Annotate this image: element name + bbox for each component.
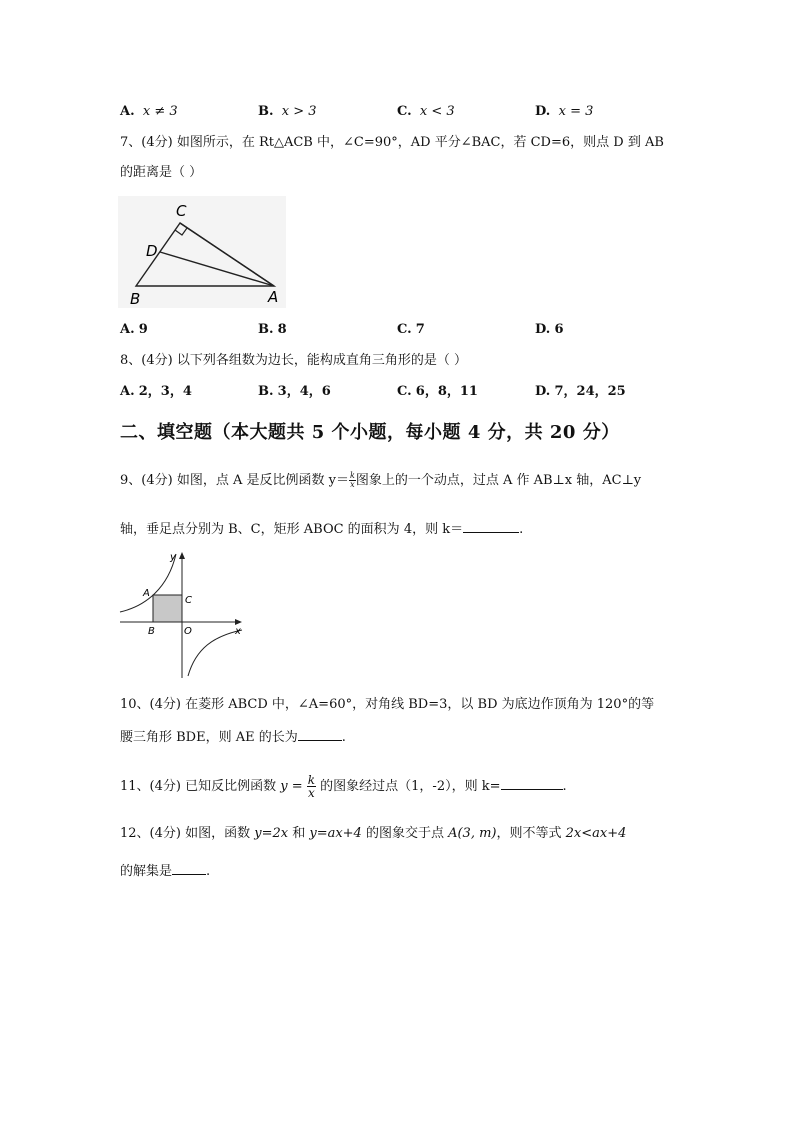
q9-y-axis-arrow bbox=[179, 552, 185, 559]
q6-option-b bbox=[258, 103, 317, 121]
q9-label-c: C bbox=[185, 595, 192, 606]
q6-option-a-label: A. bbox=[120, 104, 135, 119]
q7-label-a: A bbox=[268, 288, 279, 306]
q7-option-a bbox=[120, 321, 148, 339]
q8-question-line1: 8、(4分) 以下列各组数为边长，能构成直角三角形的是（ ） bbox=[120, 353, 467, 368]
q11-text-a: 11、(4分) 已知反比例函数 bbox=[120, 779, 281, 794]
q8-option-a-label: A. bbox=[120, 384, 135, 399]
q8-option-c-value: 6，8，11 bbox=[415, 384, 478, 399]
q10-question-line1: 10、(4分) 在菱形 ABCD 中，∠A=60°，对角线 BD=3，以 BD 为底边作顶角为 120°的等 bbox=[120, 697, 655, 712]
q11-text-c: . bbox=[562, 779, 567, 794]
q9-line2-text-a: 轴，垂足点分别为 B、C，矩形 ABOC 的面积为 4，则 k＝ bbox=[120, 522, 464, 537]
q6-option-d-expr: x = 3 bbox=[558, 104, 594, 119]
section-fill-in-blank-title: 二、填空题（本大题共 5 个小题，每小题 4 分，共 20 分） bbox=[120, 422, 620, 443]
q11-fraction-numerator: k bbox=[307, 773, 316, 787]
q9-label-y: y bbox=[170, 552, 176, 563]
q12-answer-blank[interactable] bbox=[172, 862, 206, 875]
q7-option-d-label: D. bbox=[535, 322, 551, 337]
q12-line2-text-b: . bbox=[206, 864, 211, 879]
q8-option-a-value: 2，3，4 bbox=[138, 384, 192, 399]
q9-fraction-denominator: x bbox=[350, 480, 355, 489]
q10-line2-text-a: 腰三角形 BDE，则 AE 的长为 bbox=[120, 730, 298, 745]
q9-line1-text-a: 9、(4分) 如图，点 A 是反比例函数 y＝ bbox=[120, 473, 349, 488]
q9-hyperbola-branch-lower-right bbox=[188, 630, 242, 676]
q6-option-a bbox=[120, 103, 178, 121]
q7-option-a-label: A. bbox=[120, 322, 135, 337]
q12-text-b: 和 bbox=[288, 826, 310, 841]
q11-fraction-denominator: x bbox=[308, 786, 315, 800]
q9-rectangle-aboc bbox=[153, 595, 182, 622]
q6-option-d-label: D. bbox=[535, 104, 551, 119]
q10-question-line2 bbox=[120, 728, 346, 747]
q7-option-b bbox=[258, 321, 287, 339]
q9-line2-text-b: . bbox=[519, 522, 524, 537]
q7-option-c-label: C. bbox=[397, 322, 412, 337]
q7-option-c-value: 7 bbox=[415, 322, 425, 337]
q12-question-line2 bbox=[120, 862, 210, 881]
q8-option-b bbox=[258, 383, 331, 401]
q7-triangle-figure bbox=[118, 196, 286, 308]
q11-answer-blank[interactable] bbox=[501, 777, 563, 790]
q7-option-b-value: 8 bbox=[277, 322, 287, 337]
q12-text-d: ，则不等式 bbox=[496, 826, 566, 841]
q8-option-d-value: 7，24，25 bbox=[554, 384, 626, 399]
q12-function-1: y=2x bbox=[254, 826, 289, 841]
q11-text-b: 的图象经过点（1，-2），则 k= bbox=[316, 779, 501, 794]
q9-line1-text-b: 图象上的一个动点，过点 A 作 AB⊥x 轴，AC⊥y bbox=[355, 473, 642, 488]
q12-text-c: 的图象交于点 bbox=[361, 826, 449, 841]
q6-option-c-label: C. bbox=[397, 104, 412, 119]
q12-question-line1 bbox=[120, 825, 626, 843]
q8-option-d bbox=[535, 383, 626, 401]
q7-label-b: B bbox=[130, 290, 141, 308]
q9-label-a: A bbox=[143, 588, 150, 599]
q9-fraction-k-over-x bbox=[349, 472, 356, 489]
q8-option-c-label: C. bbox=[397, 384, 412, 399]
q6-option-b-label: B. bbox=[258, 104, 274, 119]
q11-question-line bbox=[120, 774, 567, 799]
q6-option-d bbox=[535, 103, 593, 121]
q12-function-2: y=ax+4 bbox=[309, 826, 362, 841]
q8-option-b-label: B. bbox=[258, 384, 274, 399]
q9-answer-blank[interactable] bbox=[463, 520, 519, 533]
q6-option-a-expr: x ≠ 3 bbox=[142, 104, 178, 119]
q6-option-b-expr: x > 3 bbox=[281, 104, 317, 119]
q9-label-b: B bbox=[148, 626, 155, 637]
q9-question-line1 bbox=[120, 472, 641, 490]
q8-option-b-value: 3，4，6 bbox=[277, 384, 331, 399]
q7-option-b-label: B. bbox=[258, 322, 274, 337]
q7-question-line2: 的距离是（ ） bbox=[120, 165, 203, 180]
q7-option-a-value: 9 bbox=[138, 322, 148, 337]
q9-x-axis-arrow bbox=[235, 619, 242, 625]
q10-answer-blank[interactable] bbox=[298, 728, 342, 741]
q9-label-o: O bbox=[184, 626, 192, 637]
q12-line2-text-a: 的解集是 bbox=[120, 864, 173, 879]
q7-option-d bbox=[535, 321, 564, 339]
q12-intersection-point: A(3, m) bbox=[448, 826, 497, 841]
q7-label-c: C bbox=[176, 202, 187, 220]
q8-option-a bbox=[120, 383, 192, 401]
q7-option-c bbox=[397, 321, 425, 339]
q6-option-c bbox=[397, 103, 455, 121]
q9-question-line2 bbox=[120, 520, 523, 539]
q8-option-d-label: D. bbox=[535, 384, 551, 399]
q12-text-a: 12、(4分) 如图，函数 bbox=[120, 826, 255, 841]
q6-option-c-expr: x < 3 bbox=[419, 104, 455, 119]
q7-question-line1: 7、(4分) 如图所示，在 Rt△ACB 中，∠C=90°，AD 平分∠BAC，若 CD=6，则点 D 到 AB bbox=[120, 135, 664, 150]
q10-line2-text-b: . bbox=[341, 730, 346, 745]
q9-coordinate-figure bbox=[118, 548, 248, 680]
q8-option-c bbox=[397, 383, 478, 401]
q9-fraction-numerator: k bbox=[349, 471, 355, 480]
q7-label-d: D bbox=[146, 242, 158, 260]
q11-fraction-k-over-x bbox=[307, 774, 316, 799]
q11-y-equals: y = bbox=[280, 779, 303, 794]
q9-label-x: x bbox=[235, 626, 241, 637]
q12-inequality: 2x<ax+4 bbox=[565, 826, 627, 841]
q7-option-d-value: 6 bbox=[554, 322, 564, 337]
